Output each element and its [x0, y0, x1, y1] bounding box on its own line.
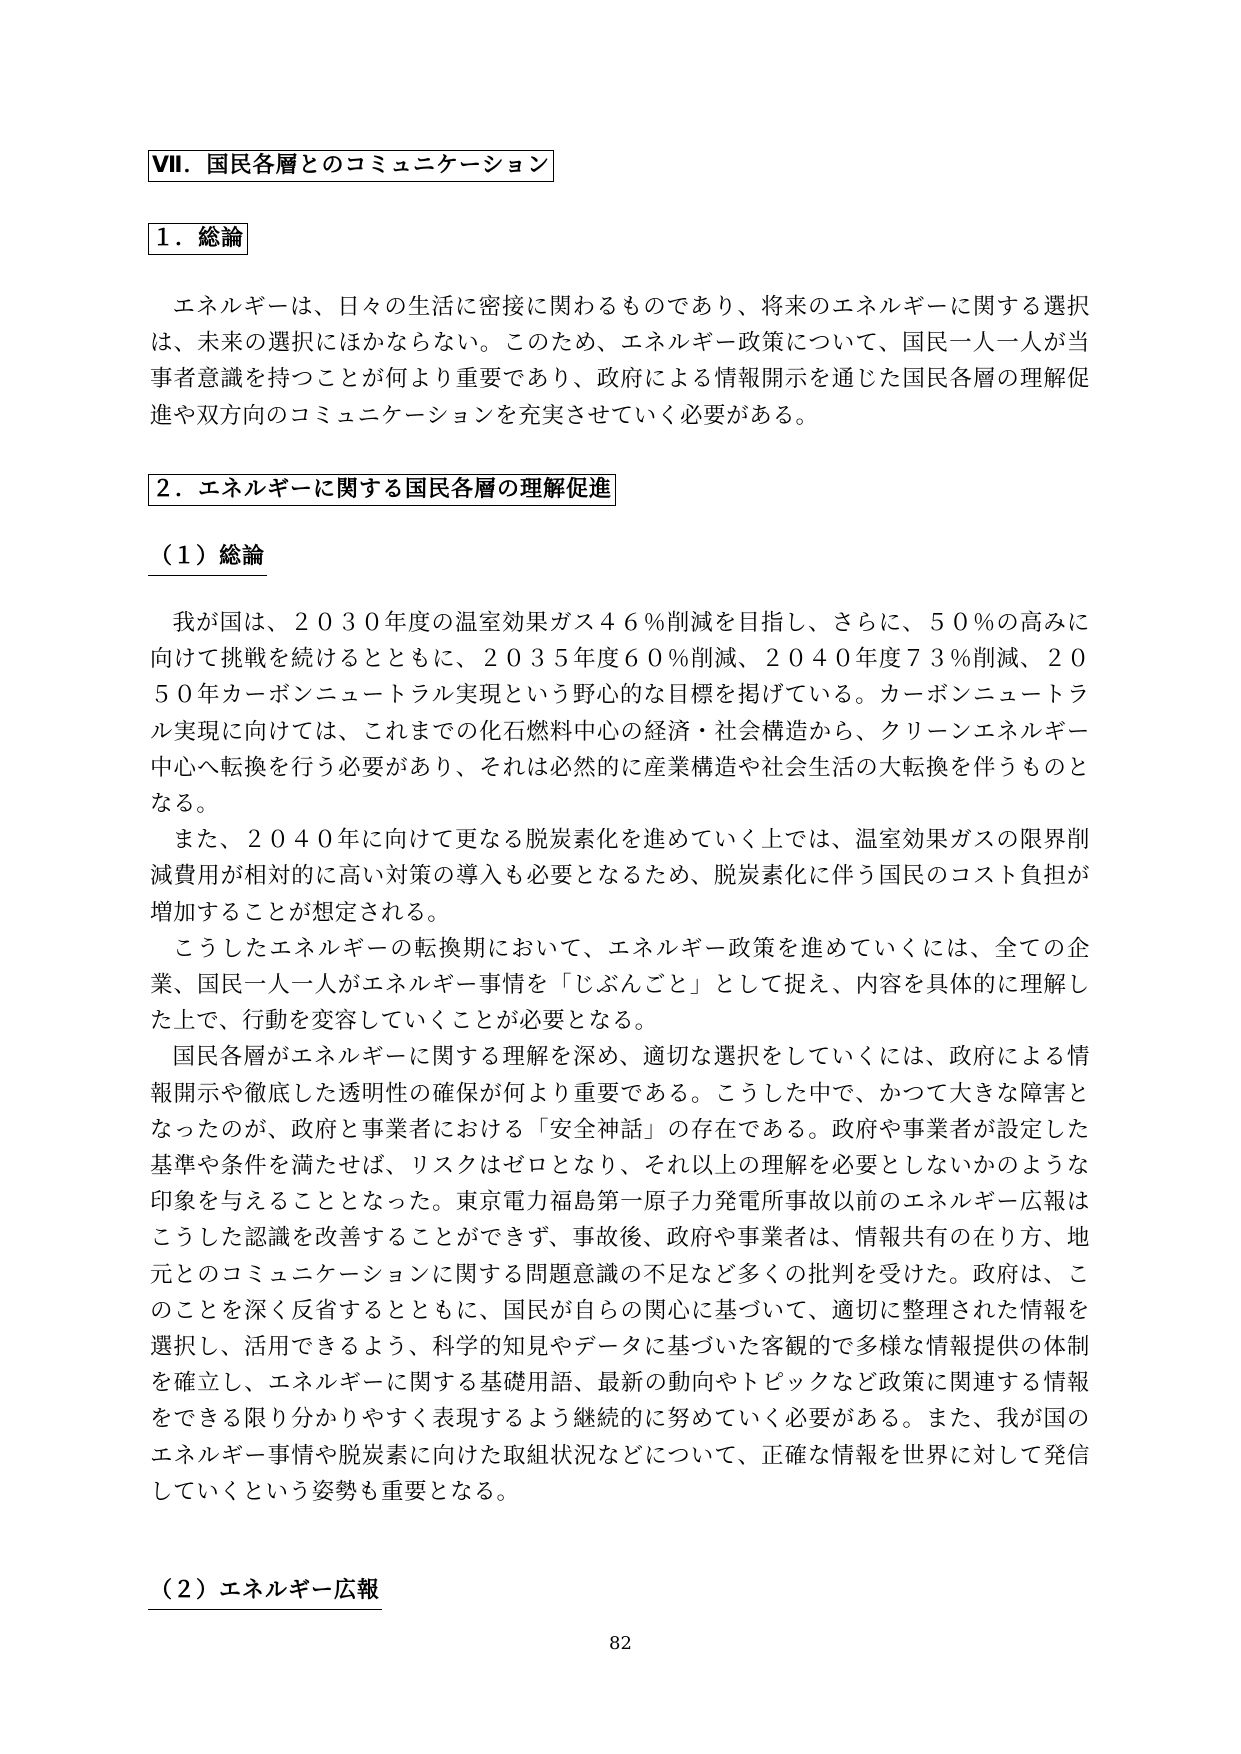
- subsection-1-body: [150, 605, 1090, 1510]
- paragraph: 国民各層がエネルギーに関する理解を深め、適切な選択をしていくには、政府による情報開示や徹底した透明性の確保が何より重要である。こうした中で、かつて大きな障害となったのが、政府と事業者における「安全神話」の存在である。政府や事業者が設定した基準や条件を満たせば、リスクはゼロとなり、それ以上の理解を必要としないかのような印象を与えることとなった。東京電力福島第一原子力発電所事故以前のエネルギー広報はこうした認識を改善することができず、事故後、政府や事業者は、情報共有の在り方、地元とのコミュニケーションに関する問題意識の不足など多くの批判を受けた。政府は、このことを深く反省するとともに、国民が自らの関心に基づいて、適切に整理された情報を選択し、活用できるよう、科学的知見やデータに基づいた客観的で多様な情報提供の体制を確立し、エネルギーに関する基礎用語、最新の動向やトピックなど政策に関連する情報をできる限り分かりやすく表現するよう継続的に努めていく必要がある。また、我が国のエネルギー事情や脱炭素に向けた取組状況などについて、正確な情報を世界に対して発信していくという姿勢も重要となる。: [150, 1044, 1090, 1505]
- chapter-heading: Ⅶ．国民各層とのコミュニケーション: [148, 150, 554, 182]
- paragraph: エネルギーは、日々の生活に密接に関わるものであり、将来のエネルギーに関する選択は、未来の選択にほかならない。このため、エネルギー政策について、国民一人一人が当事者意識を持つことが何より重要であり、政府による情報開示を通じた国民各層の理解促進や双方向のコミュニケーションを充実させていく必要がある。: [150, 294, 1090, 429]
- section-2-heading: ２．エネルギーに関する国民各層の理解促進: [148, 474, 616, 506]
- subsection-1-heading: （１）総論: [148, 541, 267, 576]
- paragraph: 我が国は、２０３０年度の温室効果ガス４６％削減を目指し、さらに、５０％の高みに向けて挑戦を続けるとともに、２０３５年度６０％削減、２０４０年度７３％削減、２０５０年カーボンニュートラル実現という野心的な目標を掲げている。カーボンニュートラル実現に向けては、これまでの化石燃料中心の経済・社会構造から、クリーンエネルギー中心へ転換を行う必要があり、それは必然的に産業構造や社会生活の大転換を伴うものとなる。: [150, 610, 1090, 818]
- subsection-2-heading: （２）エネルギー広報: [148, 1575, 382, 1610]
- paragraph: こうしたエネルギーの転換期において、エネルギー政策を進めていくには、全ての企業、国民一人一人がエネルギー事情を「じぶんごと」として捉え、内容を具体的に理解した上で、行動を変容していくことが必要となる。: [150, 935, 1090, 1035]
- section-1-heading: １．総論: [148, 223, 248, 255]
- paragraph: また、２０４０年に向けて更なる脱炭素化を進めていく上では、温室効果ガスの限界削減費用が相対的に高い対策の導入も必要となるため、脱炭素化に伴う国民のコスト負担が増加することが想定される。: [150, 827, 1090, 926]
- section-1-body: [150, 289, 1090, 434]
- page-number: 82: [609, 1633, 632, 1654]
